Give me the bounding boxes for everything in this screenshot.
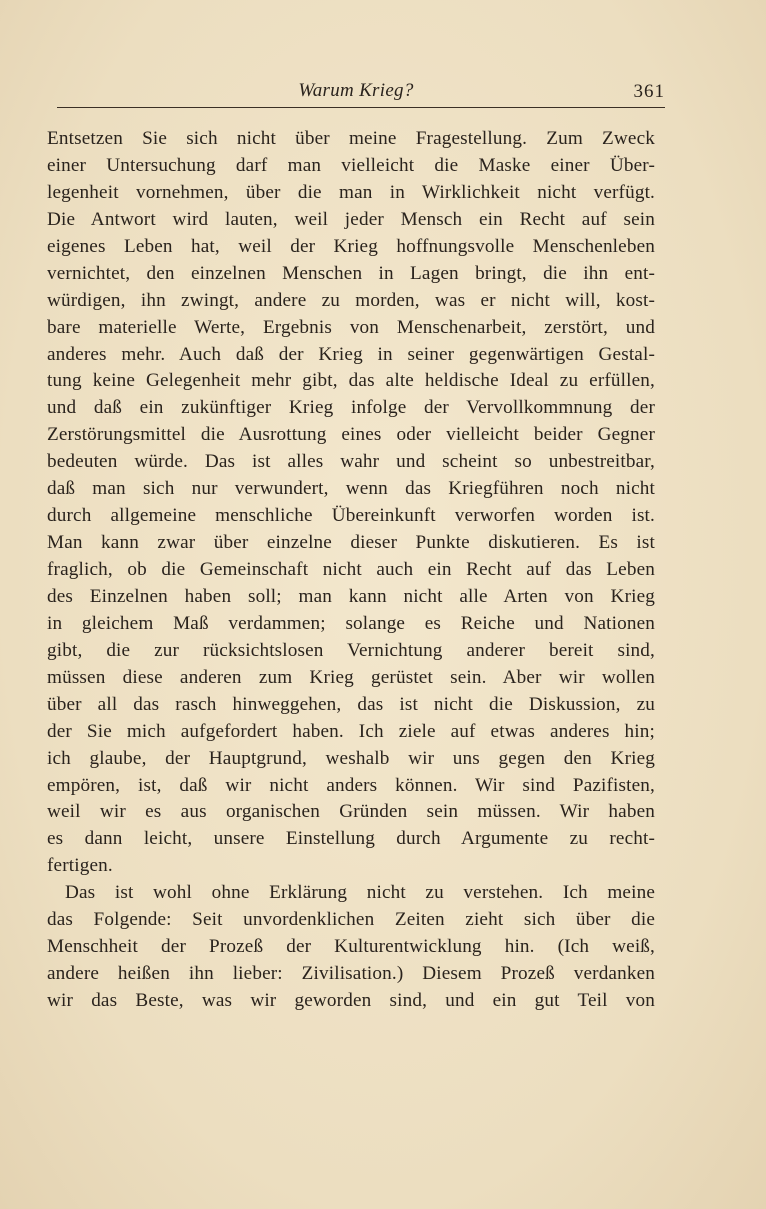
text-line: über all das rasch hinweggehen, das ist nicht die Diskussion, zu [47, 693, 655, 715]
text-line: einer Untersuchung darf man vielleicht die Maske einer Über- [47, 154, 655, 176]
text-line: durch allgemeine menschliche Übereinkunft verworfen worden ist. [47, 505, 655, 527]
text-line: daß man sich nur verwundert, wenn das Kriegführen noch nicht [47, 478, 655, 500]
text-line: Die Antwort wird lauten, weil jeder Mensch ein Recht auf sein [47, 208, 655, 230]
running-title: Warum Krieg? [298, 80, 414, 101]
paragraph-2 [47, 880, 655, 1015]
text-line: das Folgende: Seit unvordenklichen Zeiten zieht sich über die [47, 909, 655, 931]
text-line: legenheit vornehmen, über die man in Wirklichkeit nicht verfügt. [47, 181, 655, 203]
text-line: empören, ist, daß wir nicht anders können. Wir sind Pazifisten, [47, 774, 655, 796]
text-line: eigenes Leben hat, weil der Krieg hoffnungsvolle Menschenleben [47, 235, 655, 257]
text-line: vernichtet, den einzelnen Menschen in Lagen bringt, die ihn ent- [47, 262, 655, 284]
text-line: und daß ein zukünftiger Krieg infolge der Vervollkommnung der [47, 397, 655, 419]
text-line: bedeuten würde. Das ist alles wahr und scheint so unbestreitbar, [47, 451, 655, 473]
text-line: anderes mehr. Auch daß der Krieg in seiner gegenwärtigen Gestal- [47, 343, 655, 365]
text-line: wir das Beste, was wir geworden sind, und ein gut Teil von [47, 990, 655, 1011]
text-line: gibt, die zur rücksichtslosen Vernichtung anderer bereit sind, [47, 639, 655, 661]
paragraph-1 [47, 126, 655, 880]
text-line: des Einzelnen haben soll; man kann nicht alle Arten von Krieg [47, 585, 655, 607]
text-line: fraglich, ob die Gemeinschaft nicht auch ein Recht auf das Leben [47, 559, 655, 580]
text-line: würdigen, ihn zwingt, andere zu morden, was er nicht will, kost- [47, 289, 655, 311]
text-line: fertigen. [47, 855, 113, 877]
text-line: Man kann zwar über einzelne dieser Punkte diskutieren. Es ist [47, 532, 655, 554]
text-line: Menschheit der Prozeß der Kulturentwicklung hin. (Ich weiß, [47, 936, 655, 958]
page-header [47, 80, 665, 106]
text-line: bare materielle Werte, Ergebnis von Menschenarbeit, zerstört, und [47, 316, 655, 338]
text-line: Entsetzen Sie sich nicht über meine Fragestellung. Zum Zweck [47, 128, 655, 149]
body-text [47, 126, 655, 1015]
text-line: Zerstörungsmittel die Ausrottung eines oder vielleicht beider Gegner [47, 424, 655, 446]
text-line: in gleichem Maß verdammen; solange es Reiche und Nationen [47, 612, 655, 634]
text-line: es dann leicht, unsere Einstellung durch Argumente zu recht- [47, 828, 655, 850]
header-rule [57, 107, 665, 108]
text-line: der Sie mich aufgefordert haben. Ich ziele auf etwas anderes hin; [47, 720, 655, 742]
text-line: Das ist wohl ohne Erklärung nicht zu verstehen. Ich meine [65, 882, 655, 904]
text-line: weil wir es aus organischen Gründen sein müssen. Wir haben [47, 801, 655, 823]
text-line: ich glaube, der Hauptgrund, weshalb wir uns gegen den Krieg [47, 747, 655, 769]
text-line: tung keine Gelegenheit mehr gibt, das alte heldische Ideal zu erfüllen, [47, 370, 655, 392]
text-line: müssen diese anderen zum Krieg gerüstet sein. Aber wir wollen [47, 666, 655, 688]
text-line: andere heißen ihn lieber: Zivilisation.) Diesem Prozeß verdanken [47, 963, 655, 985]
page-number: 361 [633, 81, 665, 102]
